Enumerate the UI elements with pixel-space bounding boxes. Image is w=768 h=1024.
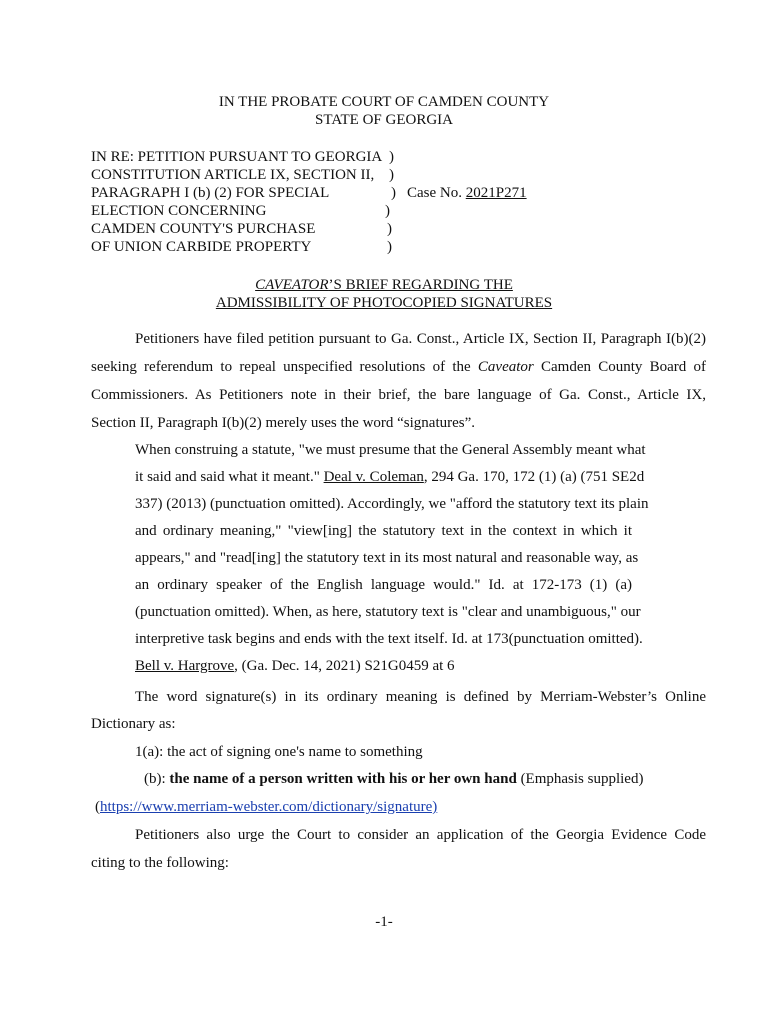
merriam-webster-link[interactable]: https://www.merriam-webster.com/dictionary/signature) (100, 799, 438, 815)
court-state: STATE OF GEORGIA (315, 112, 453, 128)
caption-line: CAMDEN COUNTY'S PURCHASE ) (91, 221, 392, 237)
caption-paren: ) (391, 185, 396, 201)
caption-paren: ) (389, 149, 394, 165)
dictionary-link: (https://www.merriam-webster.com/dictionary/signature) (95, 799, 438, 815)
caption-paren: ) (387, 239, 392, 255)
caption-paren: ) (385, 203, 390, 219)
caveator-italic: CAVEATOR (255, 277, 329, 293)
case-citation-deal: Deal v. Coleman (323, 469, 424, 485)
document-page: IN THE PROBATE COURT OF CAMDEN COUNTY STATE OF GEORGIA IN RE: PETITION PURSUANT TO GEORGIA ) CONSTITUTION ARTICLE IX, SECTION II, ) PARAGRAPH I (b) (2) FOR SPECIAL ) Case No. 2021P271 ELECTION CONCERNING ) CAMDEN COUNTY'S PURCHASE ) OF UNION CARBIDE PROPERTY ) CAVEATOR’S BRIEF REGARDING THE ADMISSIBILITY OF PHOTOCOPIED SIGNATURES Petitioners have filed petition pursuant to Ga. Const., Article IX, Section II, Paragraph I(b)(2) seeking referendum to repeal unspecified resolutions of the Caveator Camden County Board of Commissioners. As Petitioners note in their brief, the bare language of Ga. Const., Article IX, Section II, Paragraph I(b)(2) merely uses the word “signatures”. When construing a statute, "we must presume that the General Assembly meant what it said and said what it meant." Deal v. Coleman, 294 Ga. 170, 172 (1) (a) (751 SE2d 337) (2013) (punctuation omitted). Accordingly, we "afford the statutory text its plain and ordinary meaning," "view[ing] the statutory text in the context in which it appears," and "read[ing] the statutory text in its most natural and reasonable way, as an ordinary speaker of the English language would." Id. at 172-173 (1) (a) (punctuation omitted). When, as here, statutory text is "clear and unambiguous," our interpretive task begins and ends with the text itself. Id. at 173(punctuation omitted). Bell v. Hargrove, (Ga. Dec. 14, 2021) S21G0459 at 6 The word signature(s) in its ordinary meaning is defined by Merriam-Webster’s Online Dictionary as: 1(a): the act of signing one's name to something (b): the name of a person written with his or her own hand (Emphasis supplied) (https://www.merriam-webster.com/dictionary/signature) Petitioners also urge the Court to consider an application of the Georgia Evidence Code citing to the following: -1- (0, 0, 768, 1024)
caption-line: PARAGRAPH I (b) (2) FOR SPECIAL ) Case No. 2021P271 (91, 185, 527, 201)
court-name: IN THE PROBATE COURT OF CAMDEN COUNTY (218, 94, 550, 110)
brief-title-line1: CAVEATOR’S BRIEF REGARDING THE (255, 277, 513, 293)
caption-line: ELECTION CONCERNING ) (91, 203, 390, 219)
definition-b: (b): the name of a person written with his or her own hand (Emphasis supplied) (144, 771, 644, 787)
brief-title-line2: ADMISSIBILITY OF PHOTOCOPIED SIGNATURES (215, 295, 553, 311)
case-citation-bell: Bell v. Hargrove (135, 658, 235, 674)
caption-line: OF UNION CARBIDE PROPERTY ) (91, 239, 392, 255)
definition-a: 1(a): the act of signing one's name to something (135, 744, 423, 760)
caption-paren: ) (389, 167, 394, 183)
case-number: 2021P271 (465, 185, 527, 201)
case-number-label: Case No. 2021P271 (407, 185, 527, 201)
caption-line: IN RE: PETITION PURSUANT TO GEORGIA ) (91, 149, 394, 165)
page-number: -1- (375, 914, 393, 930)
caption-line: CONSTITUTION ARTICLE IX, SECTION II, ) (91, 167, 394, 183)
caption-paren: ) (387, 221, 392, 237)
